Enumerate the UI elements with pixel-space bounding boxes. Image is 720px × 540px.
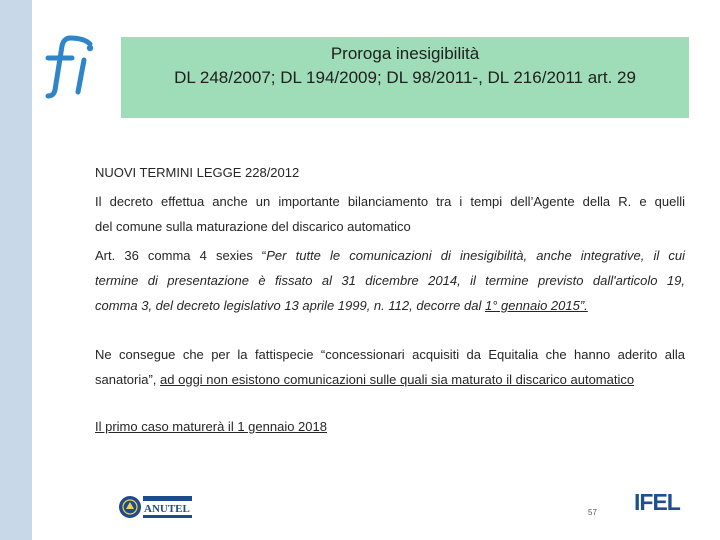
paragraph-line: del comune sulla maturazione del discarico automatico: [95, 219, 411, 234]
slide-body: [95, 160, 685, 439]
paragraph-art36: [95, 243, 685, 318]
slide-title-box: [121, 37, 689, 118]
section-heading: NUOVI TERMINI LEGGE 228/2012: [95, 165, 300, 180]
paragraph-line: [95, 243, 685, 268]
slide-title: Proroga inesigibilità: [330, 44, 480, 63]
quoted-text: Per tutte le comunicazioni di inesigibilità, anche integrative, il cui: [266, 248, 685, 263]
underlined-text: ad oggi non esistono comunicazioni sulle quali sia maturato il discarico automatico: [160, 372, 635, 387]
underlined-date: 1° gennaio 2015”.: [485, 298, 588, 313]
paragraph-bilanciamento: [95, 189, 685, 239]
anutel-logo: [118, 494, 194, 520]
paragraph-line: [95, 298, 588, 313]
ifel-logo: [634, 489, 680, 516]
paragraph-primo-caso: Il primo caso maturerà il 1 gennaio 2018: [95, 419, 327, 434]
paragraph-line: Il decreto effettua anche un importante bilanciamento tra i tempi dell’Agente della R. e quelli: [95, 194, 685, 209]
left-decorative-band: [0, 0, 32, 540]
paragraph-text: sanatoria”,: [95, 372, 161, 387]
slide-subtitle: DL 248/2007; DL 194/2009; DL 98/2011-, DL 216/2011 art. 29: [174, 68, 636, 87]
article-reference: Art. 36 comma 4 sexies “: [95, 248, 267, 263]
ifel-logo-text: IFEL: [634, 489, 680, 515]
quoted-text: comma 3, del decreto legislativo 13 aprile 1999, n. 112, decorre dal: [95, 298, 485, 313]
paragraph-line: Ne consegue che per la fattispecie “concessionari acquisiti da Equitalia che hanno aderito alla: [95, 347, 685, 362]
page-number: 57: [588, 508, 597, 517]
paragraph-line: [95, 372, 634, 387]
paragraph-conseguenza: [95, 342, 685, 392]
anutel-logo-text: ANUTEL: [144, 503, 190, 515]
fi-logo-icon: [40, 30, 104, 102]
quoted-text: termine di presentazione è fissato al 31 dicembre 2014, il termine previsto dall'articolo 19,: [95, 273, 685, 288]
